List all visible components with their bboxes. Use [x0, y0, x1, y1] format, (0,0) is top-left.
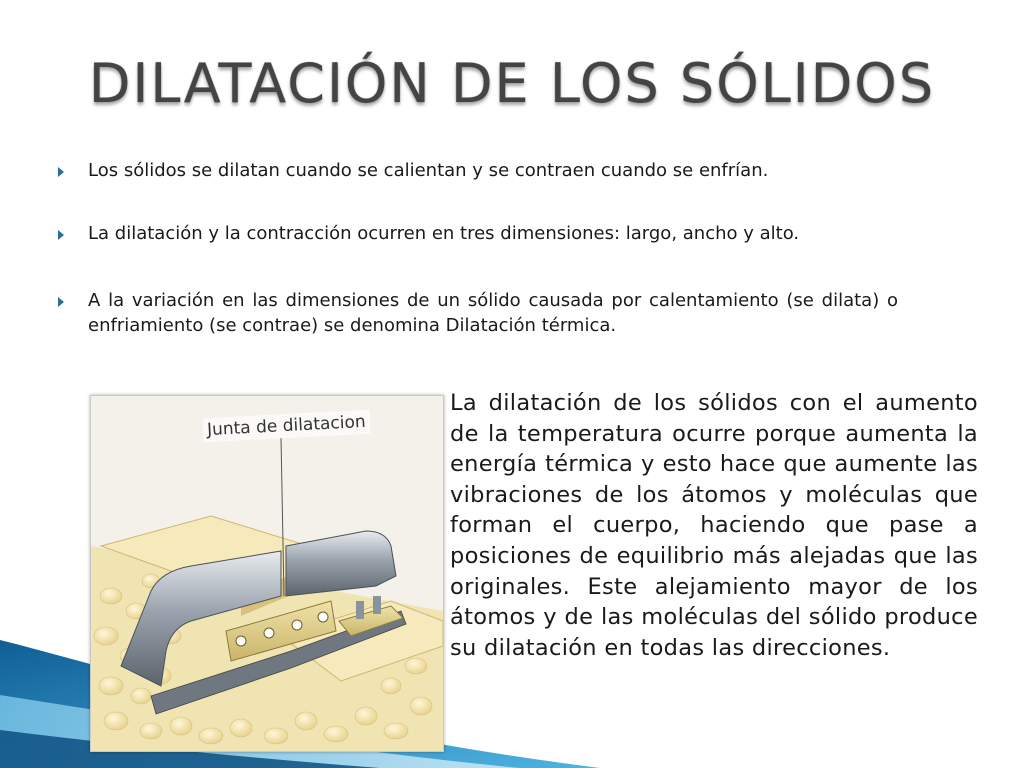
bullet-item	[58, 288, 898, 338]
rail-joint-drawing	[91, 396, 443, 751]
triangle-right-icon	[58, 297, 64, 307]
slide-title: DILATACIÓN DE LOS SÓLIDOS	[88, 52, 936, 115]
figure-label: Junta de dilatacion	[202, 410, 370, 443]
triangle-right-icon	[58, 167, 64, 177]
bullet-item	[58, 158, 898, 183]
bullet-item	[58, 221, 898, 246]
bullet-text: A la variación en las dimensiones de un sólido causada por calentamiento (se dilata) o enfriamiento (se contrae) se denomina Dilatación térmica.	[88, 290, 898, 336]
bullet-list	[58, 158, 898, 338]
expansion-joint-illustration	[90, 395, 444, 752]
explanation-paragraph: La dilatación de los sólidos con el aumento de la temperatura ocurre porque aumenta la energía térmica y esto hace que aumente las vibraciones de los átomos y moléculas que forman el cuerpo, haciendo que pase a posiciones de equilibrio más alejadas que las originales. Este alejamiento mayor de los átomos y de las moléculas del sólido produce su dilatación en todas las direcciones.	[450, 390, 978, 661]
triangle-right-icon	[58, 230, 64, 240]
bullet-text: Los sólidos se dilatan cuando se calientan y se contraen cuando se enfrían.	[88, 160, 769, 181]
bullet-text: La dilatación y la contracción ocurren en tres dimensiones: largo, ancho y alto.	[88, 223, 800, 244]
